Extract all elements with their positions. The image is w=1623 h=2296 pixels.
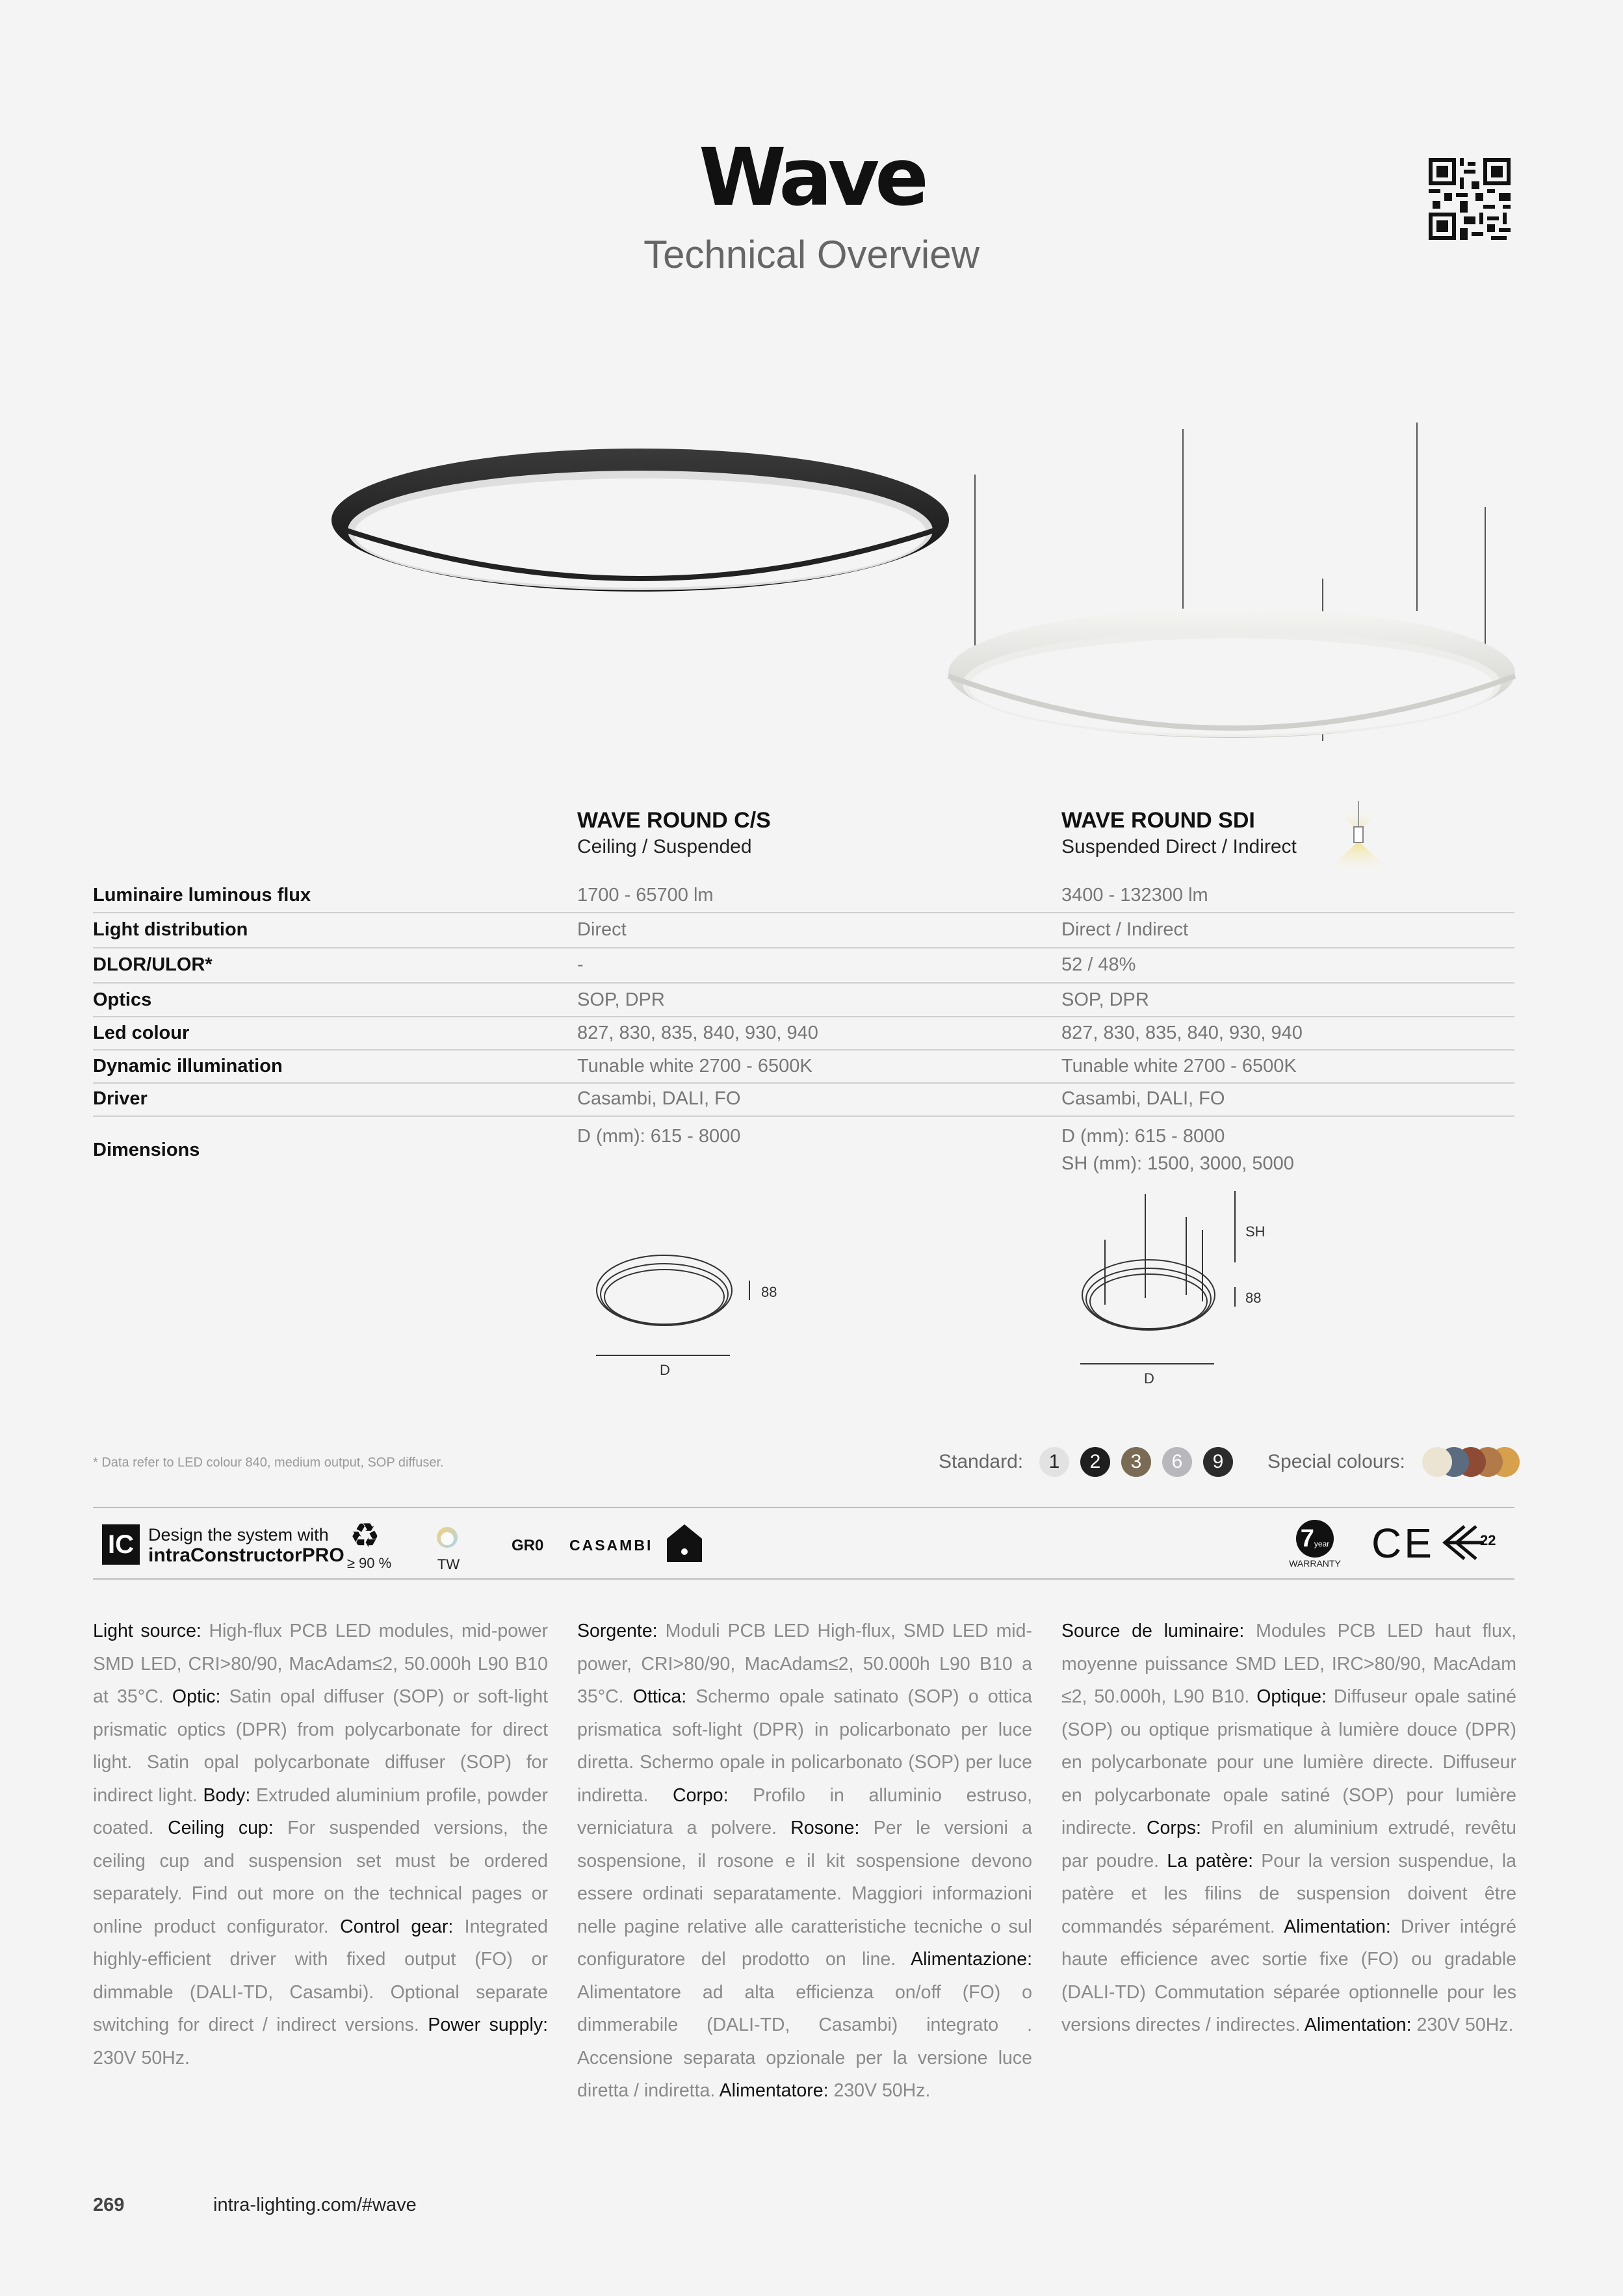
warranty-badge-icon xyxy=(1296,1520,1334,1558)
section-divider xyxy=(93,1578,1514,1580)
page-title: Wave xyxy=(699,131,924,224)
dimension-drawing-cs xyxy=(588,1245,803,1385)
casambi-logo: CASAMBI xyxy=(569,1537,653,1554)
page-number: 269 xyxy=(93,2195,125,2215)
warranty-caption: WARRANTY xyxy=(1289,1558,1341,1569)
description-text: 230V 50Hz. xyxy=(93,2047,190,2068)
description-text: Moduli PCB LED High-flux, SMD LED mid-power, CRI>80/90, MacAdam≤2, 50.000h L90 B10 a 35°C. xyxy=(577,1621,1032,1707)
recycle-icon: ♻ xyxy=(350,1517,380,1555)
dimension-height-label: 88 xyxy=(1245,1290,1262,1306)
dimension-sh-label: SH xyxy=(1245,1223,1266,1240)
row-divider xyxy=(93,912,1514,913)
product-name-cs: WAVE ROUND C/S xyxy=(577,808,771,833)
row-divider xyxy=(93,1082,1514,1084)
row-label-driver: Driver xyxy=(93,1088,148,1109)
cell-dynamic-illumination-cs: Tunable white 2700 - 6500K xyxy=(577,1056,812,1076)
standard-colour-swatch: 1 xyxy=(1039,1447,1069,1477)
description-text: Diffuseur opale satiné (SOP) ou optique prismatique à lumière douce (DPR) en polycarbonate pour une lumière directe. Diffuseur en polycarbonate opale satiné (SOP) pour lumière indirecte. xyxy=(1061,1686,1516,1838)
description-text: 230V 50Hz. xyxy=(828,2080,931,2101)
description-key: Alimentation: xyxy=(1304,2015,1412,2035)
tunable-white-icon xyxy=(432,1524,463,1550)
description-text: Integrated highly-efficient driver with fixed output (FO) or dimmable (DALI-TD, Casambi). Optional separate switching for direct / indirect versions. xyxy=(93,1916,548,2035)
tunable-white-caption: TW xyxy=(437,1556,460,1572)
qr-code-icon[interactable] xyxy=(1429,158,1511,240)
standard-colour-swatch: 9 xyxy=(1203,1447,1233,1477)
cell-optics-sdi: SOP, DPR xyxy=(1061,989,1149,1010)
row-label-led-colour: Led colour xyxy=(93,1023,190,1043)
section-divider xyxy=(93,1507,1514,1508)
description-key: Alimentatore: xyxy=(719,2080,829,2101)
description-text: High-flux PCB LED modules, mid-power SMD LED, CRI>80/90, MacAdam≤2, 50.000h L90 B10 at 35°C. xyxy=(93,1621,548,1707)
cell-led-colour-sdi: 827, 830, 835, 840, 930, 940 xyxy=(1061,1023,1303,1043)
row-label-optics: Optics xyxy=(93,989,152,1010)
product-image-wave-round-cs xyxy=(328,416,952,611)
description-text: Profilo in alluminio estruso, verniciatura a polvere. xyxy=(577,1784,1032,1838)
description-text: Modules PCB LED haut flux, moyenne puissance SMD LED, IRC>80/90, MacAdam ≤2, 50.000h, L90 B10. xyxy=(1061,1621,1516,1707)
page-subtitle: Technical Overview xyxy=(643,233,980,276)
row-label-dlor-ulor: DLOR/ULOR* xyxy=(93,954,213,975)
description-key: Corpo: xyxy=(672,1784,729,1806)
description-key: Light source: xyxy=(93,1621,201,1641)
dimension-height-label: 88 xyxy=(761,1284,777,1300)
eac-mark-icon xyxy=(1438,1523,1503,1562)
recycle-caption: ≥ 90 % xyxy=(346,1555,392,1571)
description-text: For suspended versions, the ceiling cup and suspension set must be ordered separately. Find out more on the technical pages or online product configurator. xyxy=(93,1818,548,1937)
cell-optics-cs: SOP, DPR xyxy=(577,989,665,1010)
standard-colour-swatch: 2 xyxy=(1080,1447,1110,1477)
gr0-badge: GR0 xyxy=(512,1537,544,1554)
description-key: Source de luminaire: xyxy=(1061,1621,1245,1641)
description-key: Optic: xyxy=(172,1686,221,1707)
cell-driver-cs: Casambi, DALI, FO xyxy=(577,1088,741,1109)
cell-luminous-flux-cs: 1700 - 65700 lm xyxy=(577,885,714,906)
description-text: Schermo opale satinato (SOP) o ottica prismatica soft-light (DPR) in policarbonato per luce diretta. Schermo opale in policarbonato (SOP) per luce indiretta. xyxy=(577,1686,1032,1806)
description-key: Control gear: xyxy=(340,1916,454,1937)
description-text: Alimentatore ad alta efficienza on/off (FO) o dimmerabile (DALI-TD, Casambi) integrato . Accensione separata opzionale per la versione luce diretta / indiretta. xyxy=(577,1981,1032,2101)
description-text: Pour la version suspendue, la patère et les filins de suspension doivent être commandés séparément. xyxy=(1061,1850,1516,1937)
standard-colours-label: Standard: xyxy=(939,1451,1024,1472)
row-divider xyxy=(93,982,1514,984)
description-key: Body: xyxy=(203,1784,251,1806)
description-italian xyxy=(577,1615,1032,2107)
cell-dlor-ulor-cs: - xyxy=(577,954,584,975)
dimension-diameter-label: D xyxy=(1144,1370,1154,1387)
description-text: Per le versioni a sospensione, il rosone e il kit sospensione devono essere ordinati separatamente. Maggiori informazioni nelle pagine relative alle caratteristiche tecniche o sul configuratore del prodotto on line. xyxy=(577,1818,1033,1970)
cell-light-distribution-cs: Direct xyxy=(577,919,627,940)
warranty-unit: year xyxy=(1314,1539,1330,1548)
description-french xyxy=(1061,1615,1516,2042)
description-english xyxy=(93,1615,548,2074)
description-key: Ottica: xyxy=(632,1686,687,1707)
intraconstructor-tagline: Design the system with xyxy=(148,1525,329,1545)
description-text: Satin opal diffuser (SOP) or soft-light prismatic optics (DPR) from polycarbonate for direct light. Satin opal polycarbonate diffuser (SOP) for indirect light. xyxy=(93,1686,548,1806)
cell-dlor-ulor-sdi: 52 / 48% xyxy=(1061,954,1136,975)
cell-driver-sdi: Casambi, DALI, FO xyxy=(1061,1088,1225,1109)
description-text: Driver intégré haute efficience avec sortie fixe (FO) ou gradable (DALI-TD) Commutation séparée optionnelle pour les versions directes / indirectes. xyxy=(1061,1916,1516,2035)
cell-dimensions-sdi-d: D (mm): 615 - 8000 xyxy=(1061,1126,1225,1147)
special-colours-label: Special colours: xyxy=(1267,1451,1405,1472)
standard-colour-swatch: 6 xyxy=(1162,1447,1192,1477)
dimension-drawing-sdi xyxy=(1072,1191,1267,1391)
footnote: * Data refer to LED colour 840, medium output, SOP diffuser. xyxy=(93,1455,444,1470)
description-text: Extruded aluminium profile, powder coated. xyxy=(93,1784,548,1838)
intraconstructor-name: intraConstructorPRO xyxy=(148,1545,344,1566)
warranty-years: 7 xyxy=(1300,1525,1314,1552)
description-key: Optique: xyxy=(1256,1686,1327,1707)
product-name-sdi: WAVE ROUND SDI xyxy=(1061,808,1255,833)
row-label-light-distribution: Light distribution xyxy=(93,919,248,940)
cell-dynamic-illumination-sdi: Tunable white 2700 - 6500K xyxy=(1061,1056,1297,1076)
product-image-wave-round-sdi xyxy=(942,416,1527,767)
description-key: Alimentazione: xyxy=(911,1949,1032,1970)
cell-dimensions-cs: D (mm): 615 - 8000 xyxy=(577,1126,741,1147)
description-key: Sorgente: xyxy=(577,1621,658,1641)
description-key: Power supply: xyxy=(428,2015,548,2035)
cell-luminous-flux-sdi: 3400 - 132300 lm xyxy=(1061,885,1208,906)
special-colour-swatch xyxy=(1422,1447,1452,1477)
description-key: La patère: xyxy=(1167,1850,1253,1872)
description-text: Profil en aluminium extrudé, revêtu par poudre. xyxy=(1061,1818,1517,1872)
row-divider xyxy=(93,947,1514,948)
row-divider xyxy=(93,1115,1514,1117)
indoor-use-icon xyxy=(666,1523,703,1563)
description-key: Ceiling cup: xyxy=(168,1818,274,1838)
footer-link[interactable]: intra-lighting.com/#wave xyxy=(213,2195,417,2215)
description-key: Corps: xyxy=(1146,1818,1201,1838)
standard-colour-swatch: 3 xyxy=(1121,1447,1151,1477)
row-label-dimensions: Dimensions xyxy=(93,1140,200,1160)
row-divider xyxy=(93,1016,1514,1017)
ce-mark-icon: CE xyxy=(1371,1520,1435,1567)
row-label-dynamic-illumination: Dynamic illumination xyxy=(93,1056,283,1076)
intraconstructor-logo-icon: IC xyxy=(102,1524,140,1565)
product-subtitle-sdi: Suspended Direct / Indirect xyxy=(1061,836,1297,857)
cell-led-colour-cs: 827, 830, 835, 840, 930, 940 xyxy=(577,1023,818,1043)
cell-dimensions-sdi-sh: SH (mm): 1500, 3000, 5000 xyxy=(1061,1153,1294,1174)
cell-light-distribution-sdi: Direct / Indirect xyxy=(1061,919,1188,940)
description-key: Rosone: xyxy=(790,1818,860,1838)
direct-indirect-light-icon xyxy=(1316,801,1401,879)
dimension-diameter-label: D xyxy=(660,1362,670,1378)
eac-year: 22 xyxy=(1480,1532,1496,1548)
row-label-luminous-flux: Luminaire luminous flux xyxy=(93,885,311,906)
description-text: 230V 50Hz. xyxy=(1411,2015,1514,2035)
product-subtitle-cs: Ceiling / Suspended xyxy=(577,836,752,857)
description-key: Alimentation: xyxy=(1284,1916,1391,1937)
row-divider xyxy=(93,1049,1514,1050)
